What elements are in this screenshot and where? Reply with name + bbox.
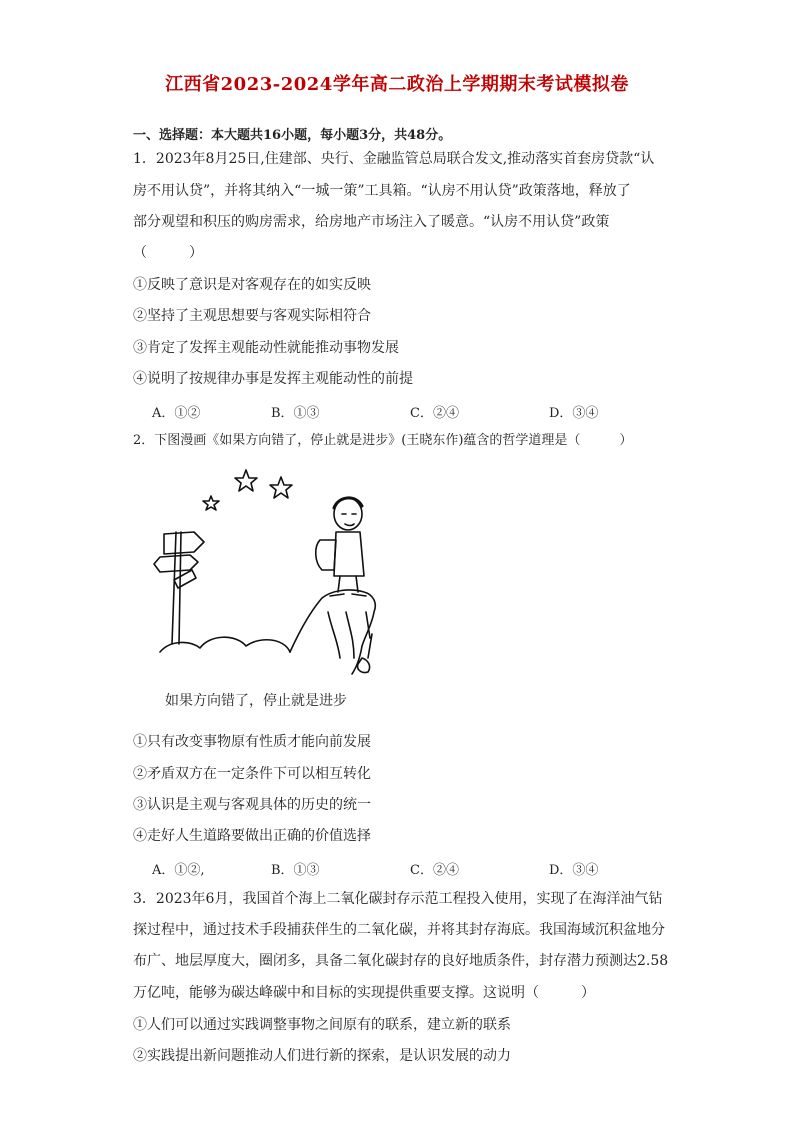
q1-stem-line-3: 部分观望和积压的购房需求，给房地产市场注入了暖意。“认房不用认贷”政策 (133, 214, 610, 230)
page-title: 江西省2023-2024学年高二政治上学期期末考试模拟卷 (165, 74, 629, 95)
q2-option-d: D．③④ (549, 863, 599, 878)
q3-item-2: ②实践提出新问题推动人们进行新的探索，是认识发展的动力 (133, 1048, 511, 1064)
q2-item-2: ②矛盾双方在一定条件下可以相互转化 (133, 766, 371, 782)
q1-item-4: ④说明了按规律办事是发挥主观能动性的前提 (133, 371, 413, 387)
q3-stem-line-4: 万亿吨，能够为碳达峰碳中和目标的实现提供重要支撑。这说明（ ） (133, 985, 595, 1001)
q3-stem-line-3: 布广、地层厚度大，圈闭多，具备二氧化碳封存的良好地质条件，封存潜力预测达2.58 (133, 953, 669, 969)
q1-stem-line-2: 房不用认贷”，并将其纳入“一城一策”工具箱。“认房不用认贷”政策落地，释放了 (133, 183, 631, 199)
q1-option-a: A．①② (152, 406, 201, 421)
cartoon-caption: 如果方向错了，停止就是进步 (165, 693, 347, 709)
q3-item-1: ①人们可以通过实践调整事物之间原有的联系，建立新的联系 (133, 1017, 511, 1033)
q1-option-d: D．③④ (549, 406, 599, 421)
q1-item-3: ③肯定了发挥主观能动性就能推动事物发展 (133, 340, 399, 356)
q1-option-c: C．②④ (410, 406, 459, 421)
q2-option-c: C．②④ (410, 863, 459, 878)
q2-item-3: ③认识是主观与客观具体的历史的统一 (133, 797, 371, 813)
backpack-icon (316, 540, 336, 570)
q3-stem-line-2: 探过程中，通过技术手段捕获伴生的二氧化碳，并将其封存海底。我国海域沉积盆地分 (133, 922, 665, 938)
star-icon (203, 496, 219, 510)
cartoon-illustration (150, 462, 390, 677)
star-icon (270, 477, 292, 498)
q2-item-1: ①只有改变事物原有性质才能向前发展 (133, 734, 371, 750)
signpost-pole (172, 532, 181, 644)
q1-stem-line-1: 1．2023年8月25日,住建部、央行、金融监管总局联合发文,推动落实首套房贷款“认 (133, 151, 655, 167)
q2-stem: 2．下图漫画《如果方向错了，停止就是进步》(王晓东作)蕴含的哲学道理是（ ） (133, 433, 633, 448)
star-icon (235, 470, 257, 491)
q1-item-1: ①反映了意识是对客观存在的如实反映 (133, 277, 371, 293)
q2-option-b: B．①③ (271, 863, 320, 878)
q1-option-b: B．①③ (271, 406, 320, 421)
person-body (334, 532, 364, 576)
q3-stem-line-1: 3．2023年6月，我国首个海上二氧化碳封存示范工程投入使用，实现了在海洋油气钻 (133, 891, 663, 907)
signpost-board (164, 532, 204, 554)
signpost-board (174, 570, 196, 588)
q2-option-a: A．①②, (152, 863, 205, 878)
q2-item-4: ④走好人生道路要做出正确的价值选择 (133, 828, 371, 844)
q1-answer-blank: （ ） (133, 245, 203, 261)
section-heading: 一、选择题：本大题共16小题，每小题3分，共48分。 (133, 128, 452, 143)
q1-item-2: ②坚持了主观思想要与客观实际相符合 (133, 308, 371, 324)
